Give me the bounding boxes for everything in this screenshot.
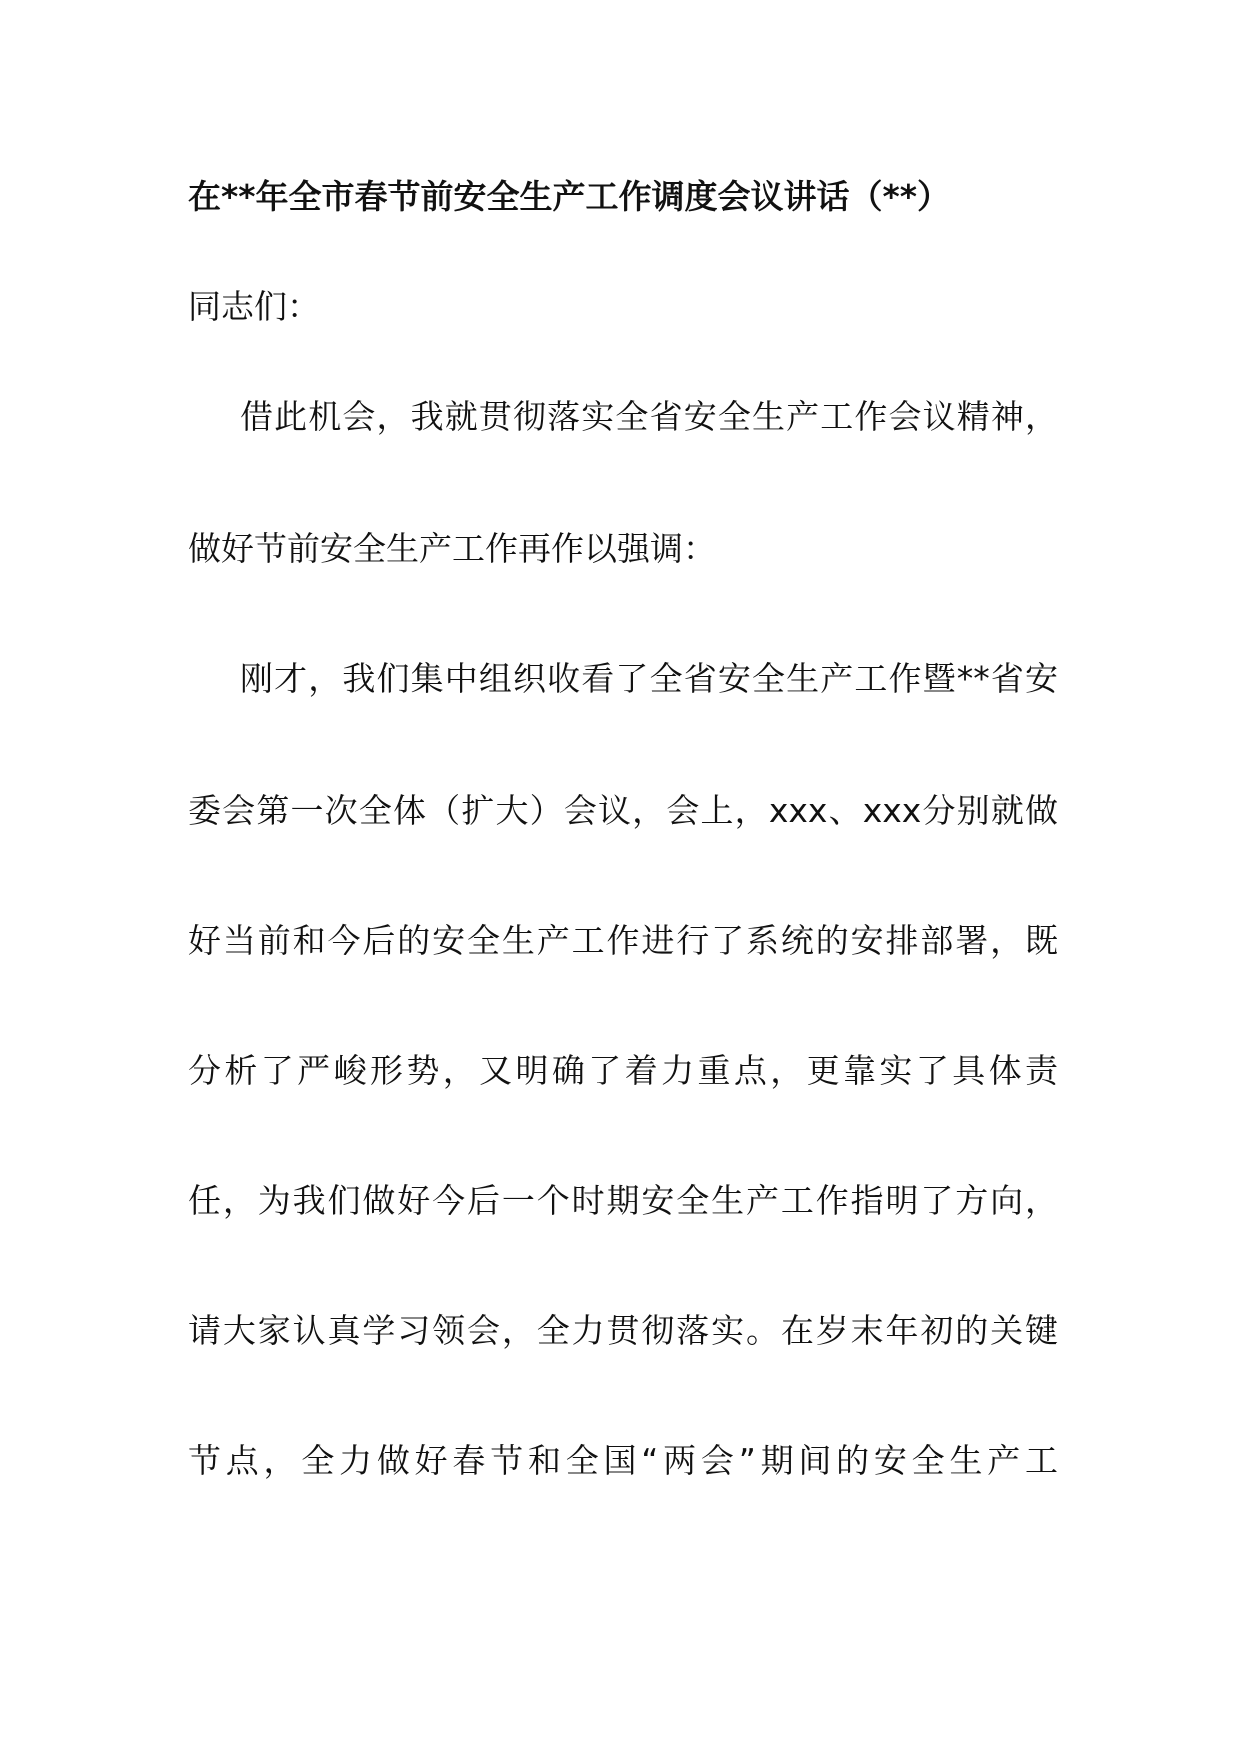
salutation: 同志们： <box>188 287 320 326</box>
paragraph-line: 做好节前安全生产工作再作以强调： <box>188 529 716 568</box>
document-title: 在**年全市春节前安全生产工作调度会议讲话（**） <box>188 177 951 216</box>
paragraph-line: 分析了严峻形势，又明确了着力重点，更靠实了具体责 <box>188 1051 1058 1090</box>
paragraph-line: 好当前和今后的安全生产工作进行了系统的安排部署，既 <box>188 921 1058 960</box>
paragraph-line: 委会第一次全体（扩大）会议，会上，xxx、xxx分别就做 <box>188 791 1058 830</box>
paragraph-line: 任，为我们做好今后一个时期安全生产工作指明了方向， <box>188 1181 1058 1220</box>
paragraph-line: 节点，全力做好春节和全国“两会”期间的安全生产工 <box>188 1441 1058 1480</box>
paragraph-line: 借此机会，我就贯彻落实全省安全生产工作会议精神， <box>240 397 1058 436</box>
paragraph-line: 请大家认真学习领会，全力贯彻落实。在岁末年初的关键 <box>188 1311 1058 1350</box>
paragraph-line: 刚才，我们集中组织收看了全省安全生产工作暨**省安 <box>240 659 1058 698</box>
